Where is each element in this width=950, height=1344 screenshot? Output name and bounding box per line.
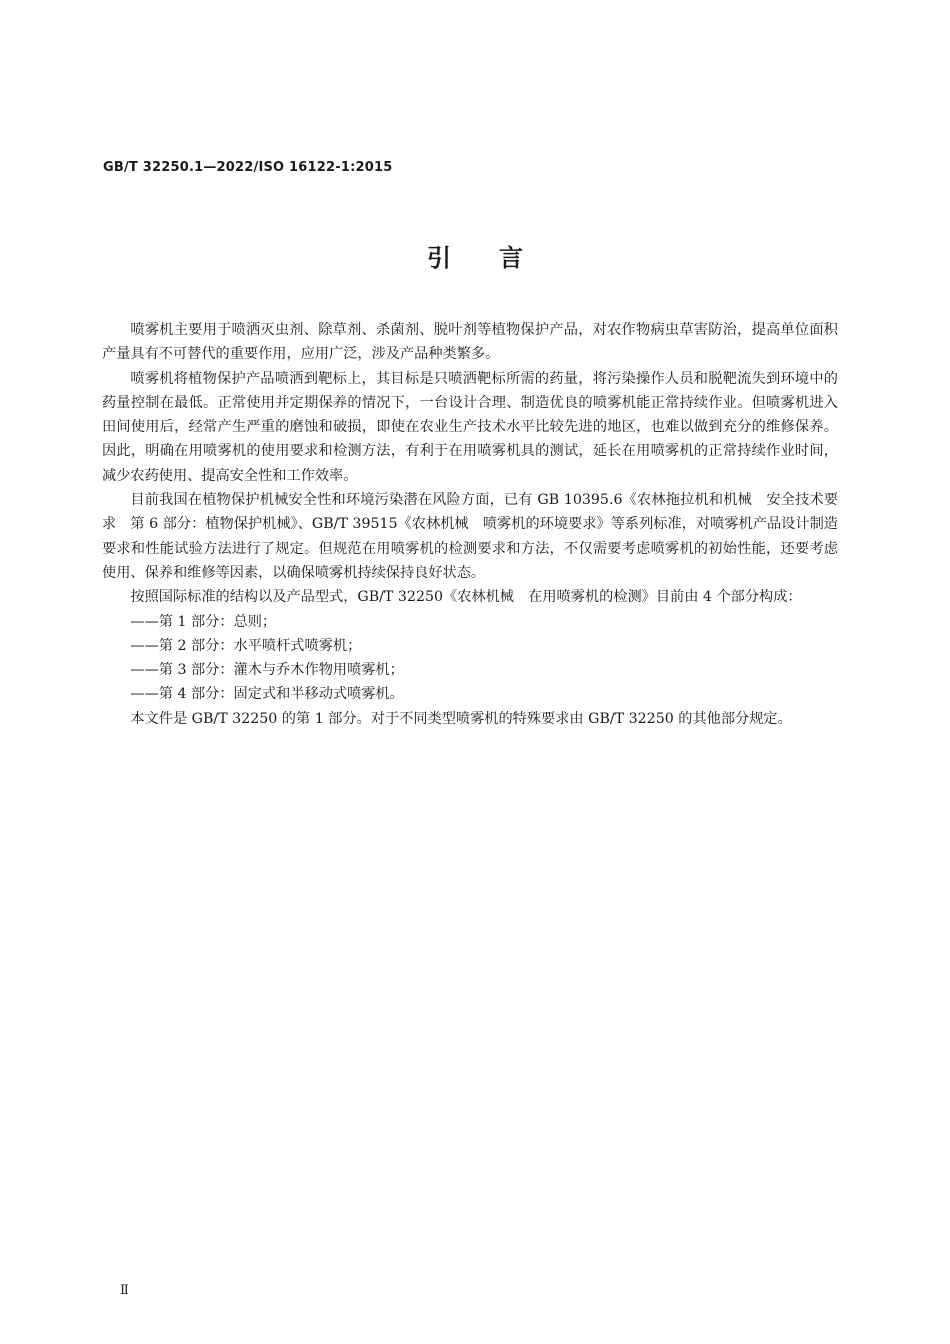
paragraph-closing: 本文件是 GB/T 32250 的第 1 部分。对于不同类型喷雾机的特殊要求由 GB/T 32250 的其他部分规定。 (130, 710, 792, 727)
paragraph-existing-standards: 目前我国在植物保护机械安全性和环境污染潜在风险方面，已有 GB 10395.6《农林拖拉机和机械 安全技术要求 第 6 部分：植物保护机械》、GB/T 39515《农林机械 喷雾机的环境要求》等系列标准，对喷雾机产品设计制造要求和性能试验方法进行了规定。但规范在用喷雾机的检测要求和方法，不仅需要考虑喷雾机的初始性能，还要考虑使用、保养和维修等因素，以确保喷雾机持续保持良好状态。 (102, 492, 838, 581)
list-item-part-2: ——第 2 部分：水平喷杆式喷雾机； (130, 637, 362, 654)
page-title: 引言 (427, 244, 571, 272)
list-item-part-3: ——第 3 部分：灌木与乔木作物用喷雾机； (130, 662, 404, 679)
standard-code-header: GB/T 32250.1—2022/ISO 16122-1:2015 (103, 160, 393, 175)
list-item-part-4: ——第 4 部分：固定式和半移动式喷雾机。 (130, 686, 404, 703)
introduction-body (102, 318, 838, 731)
list-item-part-1: ——第 1 部分：总则； (130, 613, 277, 630)
page-number: Ⅱ (120, 1283, 129, 1298)
paragraph-structure: 按照国际标准的结构以及产品型式，GB/T 32250《农林机械 在用喷雾机的检测》目前由 4 个部分构成： (130, 589, 802, 606)
paragraph-purpose: 喷雾机主要用于喷洒灭虫剂、除草剂、杀菌剂、脱叶剂等植物保护产品，对农作物病虫草害防治，提高单位面积产量具有不可替代的重要作用，应用广泛，涉及产品种类繁多。 (102, 322, 838, 363)
paragraph-target-spraying: 喷雾机将植物保护产品喷洒到靶标上，其目标是只喷洒靶标所需的药量，将污染操作人员和脱靶流失到环境中的药量控制在最低。正常使用并定期保养的情况下，一台设计合理、制造优良的喷雾机能正常持续作业。但喷雾机进入田间使用后，经常产生严重的磨蚀和破损，即使在农业生产技术水平比较先进的地区，也难以做到充分的维修保养。因此，明确在用喷雾机的使用要求和检测方法，有利于在用喷雾机具的测试，延长在用喷雾机的正常持续作业时间，减少农药使用、提高安全性和工作效率。 (102, 370, 838, 484)
